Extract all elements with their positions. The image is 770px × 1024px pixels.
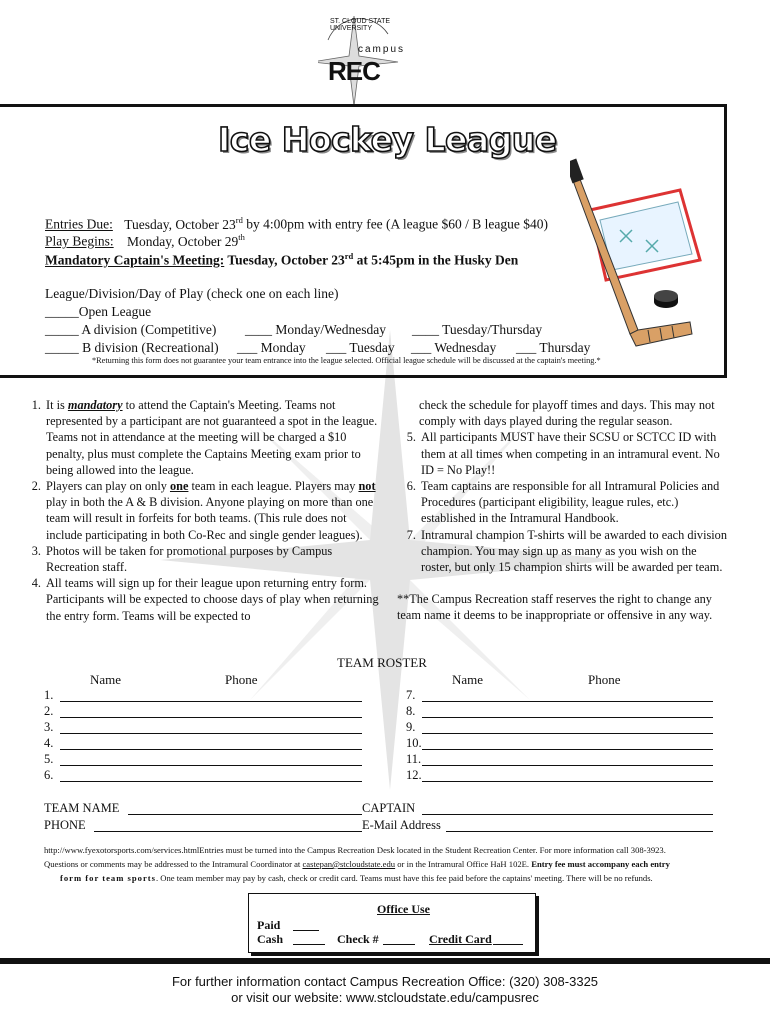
entries-due-fee: by 4:00pm with entry fee (A league $60 / B league $40) <box>242 216 549 232</box>
roster-row[interactable]: 2. <box>44 704 362 720</box>
office-use-title: Office Use <box>377 902 430 916</box>
rule-item: 3. Photos will be taken for promotional purposes by Campus Recreation staff. <box>44 543 380 575</box>
tuesday-option[interactable]: ___ Tuesday <box>326 340 395 355</box>
captains-meeting-sup: rd <box>344 251 354 261</box>
league-heading: League/Division/Day of Play (check one on each line) <box>45 286 339 301</box>
office-check-blank[interactable] <box>383 944 415 945</box>
entries-due-sup: rd <box>235 215 243 225</box>
captains-meeting-place: at 5:45pm in the Husky Den <box>353 252 519 268</box>
header-rule-bottom <box>0 375 724 378</box>
roster-row[interactable]: 3. <box>44 720 362 736</box>
footer <box>0 958 770 1024</box>
roster-heading: TEAM ROSTER <box>337 655 427 670</box>
rule-item: 5. All participants MUST have their SCSU or SCTCC ID with them at all times when competing in an intramural event. No ID = No Play!! <box>419 429 727 478</box>
captains-meeting-date: Tuesday, October 23 <box>224 252 345 268</box>
page-title: Ice Hockey League <box>218 120 557 159</box>
roster-name-header-right: Name <box>452 672 484 687</box>
office-credit-blank[interactable] <box>493 944 523 945</box>
roster-phone-header-left: Phone <box>225 672 258 687</box>
roster-row[interactable]: 7. <box>406 688 713 704</box>
footer-website: or visit our website: www.stcloudstate.edu/campusrec <box>231 990 539 1005</box>
office-paid-blank[interactable] <box>293 930 319 931</box>
email-field[interactable]: E-Mail Address <box>362 818 713 834</box>
entries-due-label: Entries Due: <box>45 216 113 232</box>
roster-row[interactable]: 4. <box>44 736 362 752</box>
open-league-option[interactable]: _____Open League <box>45 304 152 319</box>
captains-meeting-label: Mandatory Captain's Meeting: <box>45 252 225 268</box>
play-begins-date: Monday, October 29 <box>127 233 239 249</box>
fine-print-line-2: Questions or comments may be addressed to the Intramural Coordinator at castepan@stcloudstate.edu or in the Intramural Office HaH 102E. Entry fee must accompany each entry <box>44 859 670 869</box>
team-name-field[interactable]: TEAM NAME <box>44 801 362 817</box>
wednesday-option[interactable]: ___ Wednesday <box>411 340 497 355</box>
rule-item: 7. Intramural champion T-shirts will be awarded to each division champion. You may sign up as many as you wish on the roster, but only 15 champion shirts will be awarded per team. <box>419 527 727 576</box>
captain-field[interactable]: CAPTAIN <box>362 801 713 817</box>
play-begins-label: Play Begins: <box>45 233 114 249</box>
footer-contact: For further information contact Campus Recreation Office: (320) 308-3325 <box>171 974 599 989</box>
play-begins-sup: th <box>238 232 245 242</box>
rules-right-column <box>397 397 727 624</box>
monday-option[interactable]: ___ Monday <box>237 340 306 355</box>
roster-row[interactable]: 5. <box>44 752 362 768</box>
reserve-notice: **The Campus Recreation staff reserves the right to change any team name it deems to be inappropriate or offensive in any way. <box>397 592 713 623</box>
b-division-option[interactable]: _____ B division (Recreational) <box>45 340 219 355</box>
office-cash-label: Cash <box>257 932 284 946</box>
logo-university-text: ST. CLOUD STATE UNIVERSITY <box>330 18 391 32</box>
coordinator-email-link[interactable]: castepan@stcloudstate.edu <box>302 859 396 869</box>
office-check-label: Check # <box>337 932 379 946</box>
roster-name-header-left: Name <box>90 672 122 687</box>
office-cash-blank[interactable] <box>293 944 325 945</box>
office-use-box <box>248 893 536 953</box>
a-division-option[interactable]: _____ A division (Competitive) <box>45 322 217 337</box>
office-paid-label: Paid <box>257 918 281 932</box>
footer-rule <box>0 958 770 964</box>
rules-left-column <box>22 397 380 624</box>
roster-row[interactable]: 8. <box>406 704 713 720</box>
rule-item: 6. Team captains are responsible for all Intramural Policies and Procedures (participant eligibility, league rules, etc.) established in the Intramural Handbook. <box>419 478 727 527</box>
roster-row[interactable]: 10. <box>406 736 713 752</box>
header-rule-top <box>0 104 724 107</box>
monday-wednesday-option[interactable]: ____ Monday/Wednesday <box>245 322 387 337</box>
roster-row[interactable]: 9. <box>406 720 713 736</box>
roster-row[interactable]: 11. <box>406 752 713 768</box>
thursday-option[interactable]: ___ Thursday <box>516 340 591 355</box>
logo-rec-text: REC <box>328 56 380 86</box>
play-begins-line <box>45 232 245 250</box>
rule-item: 1. It is mandatory to attend the Captain's Meeting. Teams not represented by a participant are not guaranteed a spot in the league. Teams not in attendance at the meeting will be charged a $10 penalty, plus must complete the Captains Meeting exam prior to being allowed into the league. <box>44 397 380 478</box>
fine-print-line-1: http://www.fyexotorsports.com/services.htmlEntries must be turned into the Campus Recreation Desk located in the Student Recreation Center. For more information call 308-3923. <box>44 845 666 855</box>
campus-rec-logo <box>318 14 418 104</box>
rule-continued: check the schedule for playoff times and days. This may not comply with days played during the regular season. <box>419 398 715 429</box>
roster-row[interactable]: 1. <box>44 688 362 704</box>
entries-due-line <box>45 215 548 233</box>
rule-item: 4. All teams will sign up for their league upon returning entry form. Participants will be expected to choose days of play when returning the entry form. Teams will be expected to <box>44 575 380 624</box>
office-credit-label: Credit Card <box>429 932 492 946</box>
tuesday-thursday-option[interactable]: ____ Tuesday/Thursday <box>412 322 543 337</box>
hockey-stick-icon <box>570 150 710 360</box>
logo-campus-text: campus <box>358 44 406 55</box>
roster-row[interactable]: 12. <box>406 768 713 784</box>
rule-item: 2. Players can play on only one team in each league. Players may not play in both the A & B division. Anyone playing on more than one team will result in forfeits for both teams. (This rule does not include participating in both Co-Rec and single gender leagues). <box>44 478 380 543</box>
captains-meeting-line <box>45 251 518 269</box>
fine-print-line-3: form for team sports. One team member may pay by cash, check or credit card. Teams must have this fee paid before the captains' meeting. There will be no refunds. <box>60 873 653 883</box>
roster-row[interactable]: 6. <box>44 768 362 784</box>
roster-phone-header-right: Phone <box>588 672 621 687</box>
entries-due-date: Tuesday, October 23 <box>124 216 236 232</box>
league-note: *Returning this form does not guarantee your team entrance into the league selected. Official league schedule will be discussed at the captain's meeting.* <box>92 356 601 365</box>
team-phone-field[interactable]: PHONE <box>44 818 362 834</box>
